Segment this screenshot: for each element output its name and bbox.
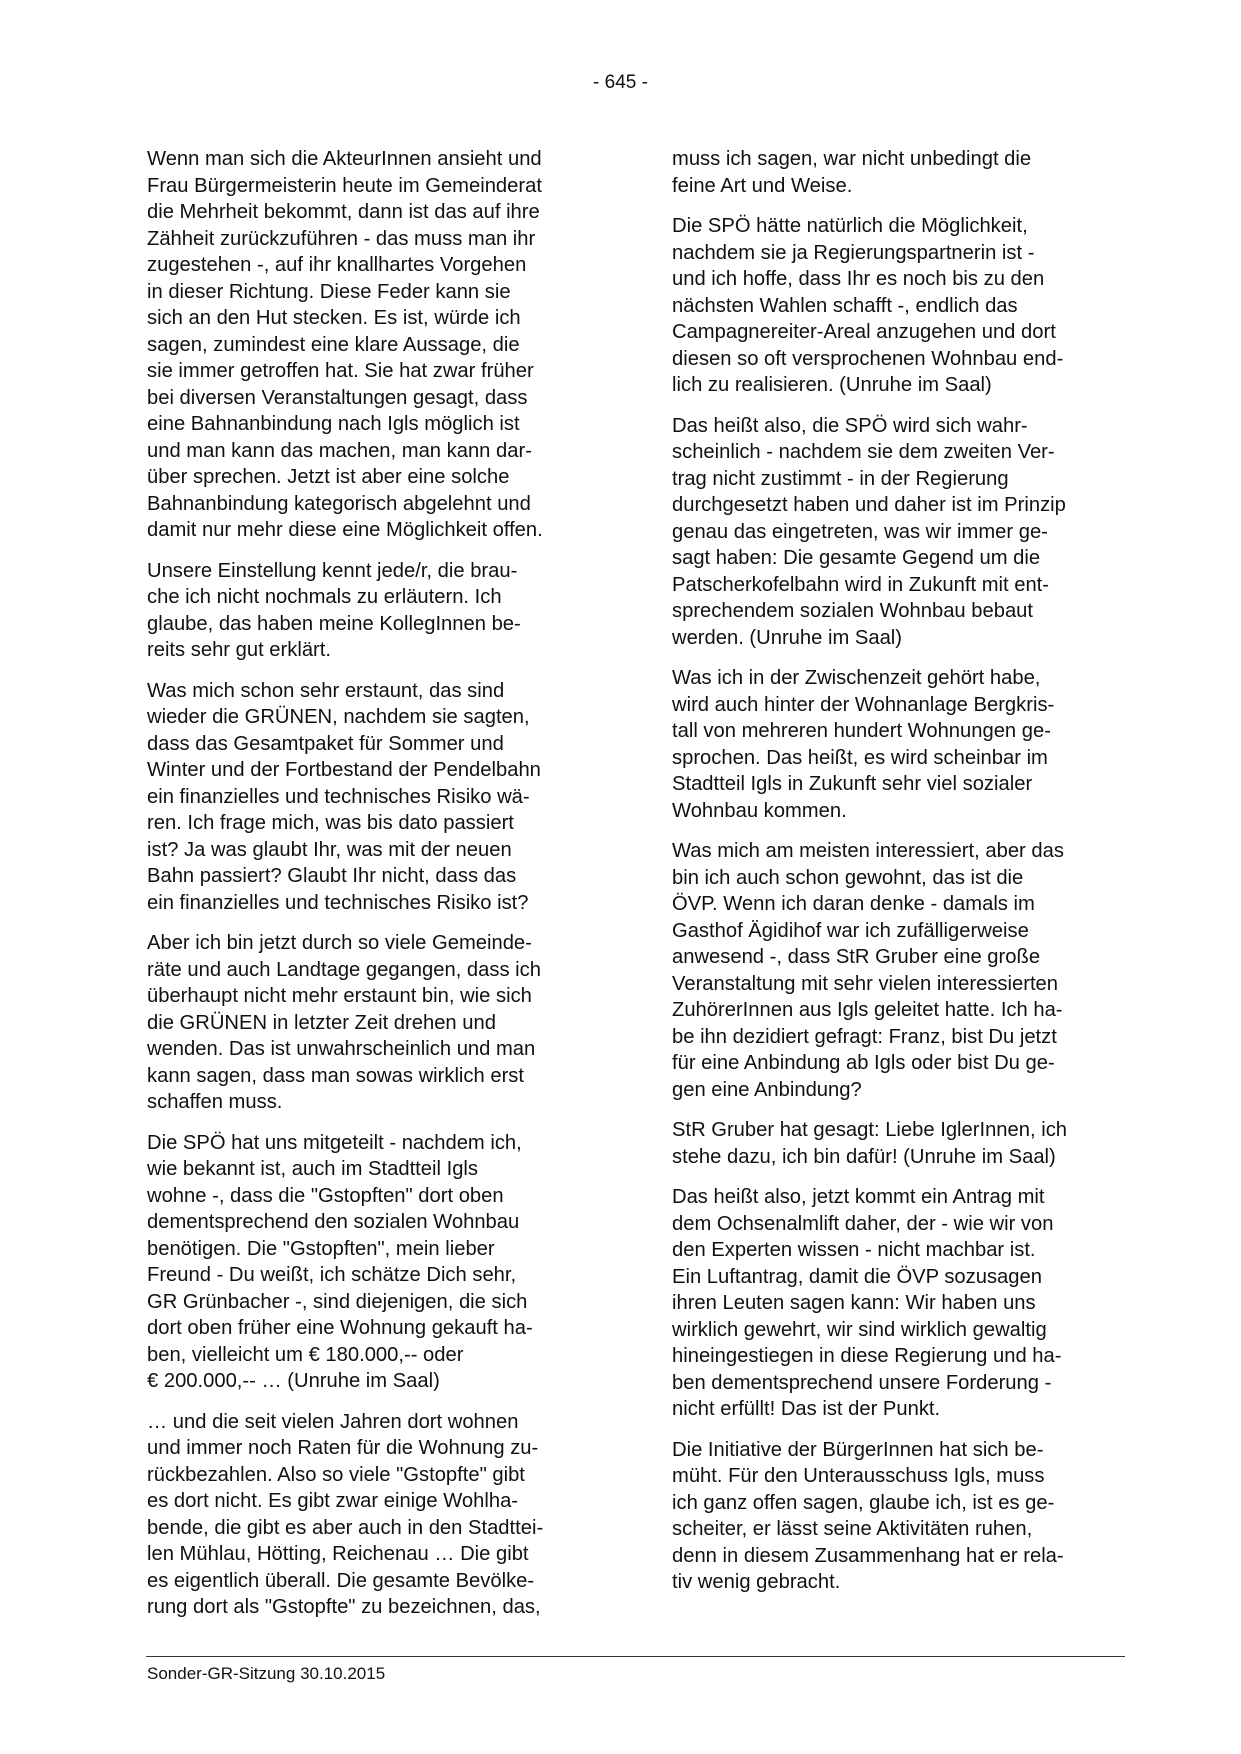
footer-session-label: Sonder-GR-Sitzung 30.10.2015 [147, 1664, 386, 1683]
paragraph: Was ich in der Zwischenzeit gehört habe, wird auch hinter der Wohnanlage Bergkris- tall von mehreren hundert Wohnungen ge- sprochen. Das heißt, es wird scheinbar im Stadtteil Igls in Zukunft sehr viel sozialer Wohnbau kommen. [672, 667, 1055, 822]
paragraph: Wenn man sich die AkteurInnen ansieht und Frau Bürgermeisterin heute im Gemeinderat die Mehrheit bekommt, dann ist das auf ihre Zähheit zurückzuführen - das muss man ihr zugestehen -, auf ihr knallhartes Vorgehen in dieser Richtung. Diese Feder kann sie sich an den Hut stecken. Es ist, würde ich sagen, zumindest eine klare Aussage, die sie immer getroffen hat. Sie hat zwar früher bei diversen Veranstaltungen gesagt, dass eine Bahnanbindung nach Igls möglich ist und man kann das machen, man kann dar- über sprechen. Jetzt ist aber eine solche Bahnanbindung kategorisch abgelehnt und damit nur mehr diese eine Möglichkeit offen. [147, 148, 543, 541]
paragraph: Das heißt also, jetzt kommt ein Antrag mit dem Ochsenalmlift daher, der - wie wir von den Experten wissen - nicht machbar ist. Ein Luftantrag, damit die ÖVP sozusagen ihren Leuten sagen kann: Wir haben uns wirklich gewehrt, wir sind wirklich gewaltig hineingestiegen in diese Regierung und ha- ben dementsprechend unsere Forderung - nicht erfüllt! Das ist der Punkt. [672, 1186, 1062, 1420]
paragraph: Die SPÖ hat uns mitgeteilt - nachdem ich, wie bekannt ist, auch im Stadtteil Igls wohne -, dass die "Gstopften" dort oben dementsprechend den sozialen Wohnbau benötigen. Die "Gstopften", mein lieber Freund - Du weißt, ich schätze Dich sehr, GR Grünbacher -, sind diejenigen, die sich dort oben früher eine Wohnung gekauft ha- ben, vielleicht um € 180.000,-- oder € 200.000,-- … (Unruhe im Saal) [147, 1131, 533, 1392]
paragraph: StR Gruber hat gesagt: Liebe IglerInnen, ich stehe dazu, ich bin dafür! (Unruhe im Saal) [672, 1119, 1068, 1168]
right-column [672, 146, 1119, 1610]
paragraph: Aber ich bin jetzt durch so viele Gemeinde- räte und auch Landtage gegangen, dass ich überhaupt nicht mehr erstaunt bin, wie sich die GRÜNEN in letzter Zeit drehen und wenden. Das ist unwahrscheinlich und man kann sagen, dass man sowas wirklich erst schaffen muss. [147, 932, 541, 1113]
paragraph: Was mich schon sehr erstaunt, das sind wieder die GRÜNEN, nachdem sie sagten, dass das Gesamtpaket für Sommer und Winter und der Fortbestand der Pendelbahn ein finanzielles und technisches Risiko wä- ren. Ich frage mich, was bis dato passiert ist? Ja was glaubt Ihr, was mit der neuen Bahn passiert? Glaubt Ihr nicht, dass das ein finanzielles und technisches Risiko ist? [147, 679, 541, 914]
paragraph: Die SPÖ hätte natürlich die Möglichkeit, nachdem sie ja Regierungspartnerin ist - und ich hoffe, dass Ihr es noch bis zu den nächsten Wahlen schafft -, endlich das Campagnereiter-Areal anzugehen und dort diesen so oft versprochenen Wohnbau end- lich zu realisieren. (Unruhe im Saal) [672, 215, 1064, 396]
paragraph: Die Initiative der BürgerInnen hat sich be- müht. Für den Unterausschuss Igls, muss ich ganz offen sagen, glaube ich, ist es ge- scheiter, er lässt seine Aktivitäten ruhen, denn in diesem Zusammenhang hat er rela- tiv wenig gebracht. [672, 1438, 1064, 1593]
paragraph: … und die seit vielen Jahren dort wohnen und immer noch Raten für die Wohnung zu- rückbezahlen. Also so viele "Gstopfte" gibt es dort nicht. Es gibt zwar einige Wohlha- bende, die gibt es aber auch in den Stadttei- len Mühlau, Hötting, Reichenau … Die gibt es eigentlich überall. Die gesamte Bevölke- rung dort als "Gstopfte" zu bezeichnen, das, [147, 1410, 544, 1618]
paragraph: Unsere Einstellung kennt jede/r, die brau- che ich nicht nochmals zu erläutern. Ich glaube, das haben meine KollegInnen be- reits sehr gut erklärt. [147, 559, 521, 661]
page-number: - 645 - [593, 72, 648, 93]
paragraph: Das heißt also, die SPÖ wird sich wahr- scheinlich - nachdem sie dem zweiten Ver- trag nicht zustimmt - in der Regierung durchgesetzt haben und daher ist im Prinzip genau das eingetreten, was wir immer ge- sagt haben: Die gesamte Gegend um die Patscherkofelbahn wird in Zukunft mit ent- sprechendem sozialen Wohnbau bebaut werden. (Unruhe im Saal) [672, 414, 1066, 649]
paragraph: muss ich sagen, war nicht unbedingt die feine Art und Weise. [672, 148, 1032, 197]
left-column [147, 146, 594, 1635]
footer-divider [146, 1656, 1125, 1657]
paragraph: Was mich am meisten interessiert, aber das bin ich auch schon gewohnt, das ist die ÖVP. Wenn ich daran denke - damals im Gasthof Ägidihof war ich zufälligerweise anwesend -, dass StR Gruber eine große Veranstaltung mit sehr vielen interessierten ZuhörerInnen aus Igls geleitet hatte. Ich ha- be ihn dezidiert gefragt: Franz, bist Du jetzt für eine Anbindung ab Igls oder bist Du ge- gen eine Anbindung? [672, 840, 1064, 1101]
